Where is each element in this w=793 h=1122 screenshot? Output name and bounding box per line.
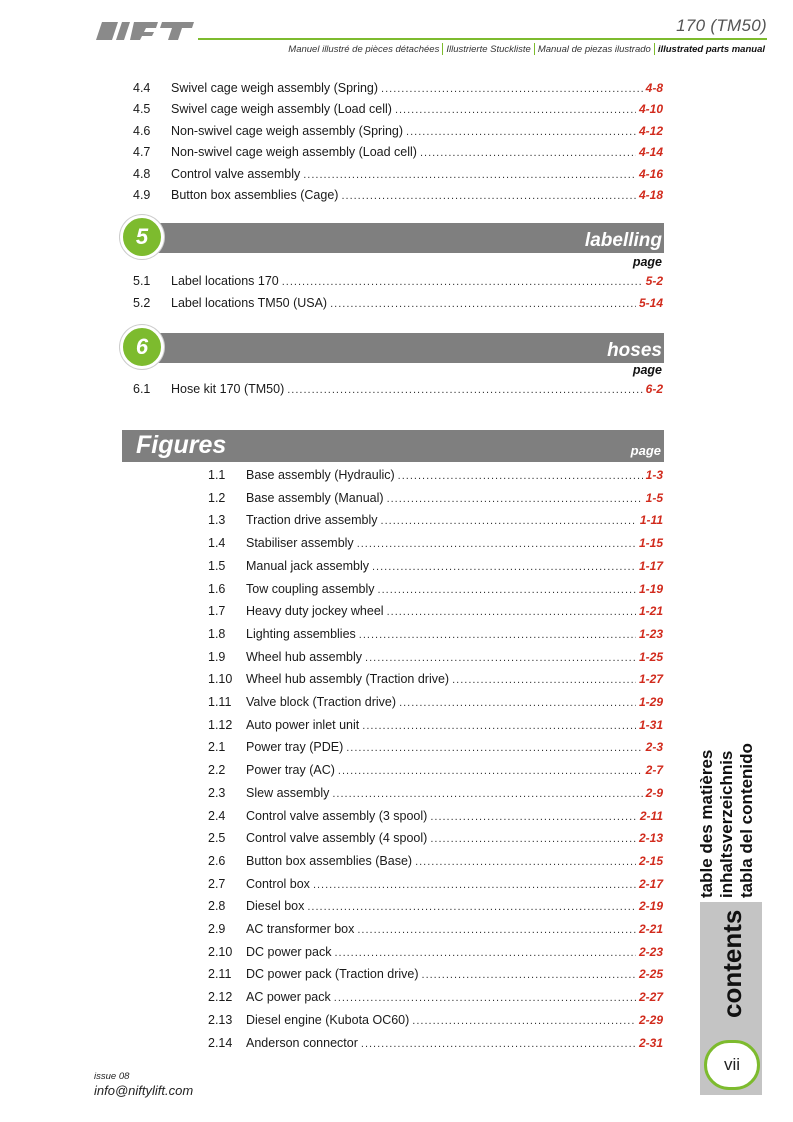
entry-label: Wheel hub assembly [246, 649, 363, 664]
issue-label: issue 08 [94, 1071, 130, 1082]
toc-entry[interactable] [208, 559, 663, 577]
entry-label: Swivel cage weigh assembly (Spring) [171, 81, 379, 95]
entry-label: DC power pack [246, 944, 332, 959]
entry-number: 2.1 [208, 740, 226, 755]
toc-entry[interactable] [208, 877, 663, 895]
entry-page: 1-11 [639, 513, 663, 528]
entry-page: 2-11 [639, 808, 663, 823]
entry-number: 1.1 [208, 468, 226, 482]
entry-number: 4.5 [133, 102, 151, 117]
leader-dots [334, 947, 636, 959]
leader-dots [381, 83, 643, 95]
entry-page: 2-15 [638, 853, 663, 868]
leader-dots [430, 811, 637, 823]
toc-entry[interactable] [208, 899, 663, 917]
entry-page: 4-12 [638, 123, 663, 138]
toc-entry[interactable] [208, 650, 663, 668]
figures-bar [122, 430, 664, 462]
toc-entry[interactable] [208, 1013, 663, 1031]
leader-dots [420, 147, 636, 159]
entry-label: Non-swivel cage weigh assembly (Load cell) [171, 145, 417, 160]
entry-number: 1.6 [208, 581, 226, 596]
entry-number: 5.1 [133, 274, 151, 288]
entry-page: 2-21 [638, 922, 663, 936]
entry-label: Auto power inlet unit [246, 717, 360, 732]
entry-page: 5-2 [645, 274, 663, 288]
contact-email[interactable]: info@niftylift.com [94, 1083, 194, 1098]
entry-number: 2.2 [208, 763, 226, 778]
leader-dots [282, 276, 643, 288]
entry-label: Base assembly (Hydraulic) [246, 468, 395, 482]
toc-entry[interactable] [208, 491, 663, 509]
toc-entry[interactable] [208, 854, 663, 872]
leader-dots [307, 901, 636, 913]
entry-page: 4-16 [638, 166, 663, 181]
entry-number: 4.4 [133, 81, 151, 95]
leader-dots [303, 169, 636, 181]
leader-dots [332, 788, 642, 800]
entry-label: Lighting assemblies [246, 626, 356, 641]
entry-label: Button box assemblies (Base) [246, 853, 413, 868]
section-title: hoses [607, 340, 662, 361]
entry-page: 4-18 [638, 188, 663, 202]
leader-dots [387, 493, 643, 505]
leader-dots [372, 561, 636, 573]
toc-entry[interactable] [208, 1036, 663, 1054]
entry-label: Swivel cage weigh assembly (Load cell) [171, 102, 392, 117]
leader-dots [395, 104, 636, 116]
toc-entry[interactable] [133, 124, 663, 142]
leader-dots [346, 742, 642, 754]
entry-page: 1-17 [638, 558, 663, 573]
entry-label: Slew assembly [246, 785, 330, 800]
entry-label: Control valve assembly [171, 166, 301, 181]
side-title-fr: table des matières [697, 749, 716, 898]
section-6-bar [148, 333, 664, 363]
entry-number: 5.2 [133, 296, 151, 310]
page-number: vii [723, 1055, 741, 1074]
toc-entry[interactable] [133, 274, 663, 292]
entry-number: 4.6 [133, 123, 151, 138]
toc-entry[interactable] [208, 582, 663, 600]
section-number: 5 [135, 224, 149, 249]
section-title: labelling [584, 230, 662, 251]
side-title-es: tabla del contenido [737, 743, 756, 898]
entry-label: Label locations TM50 (USA) [171, 296, 328, 310]
toc-entry[interactable] [208, 831, 663, 849]
entry-page: 4-10 [638, 102, 663, 117]
entry-number: 2.9 [208, 922, 226, 936]
section-5-number-badge [120, 215, 164, 259]
entry-label: Traction drive assembly [246, 513, 378, 528]
entry-number: 4.9 [133, 188, 151, 202]
entry-label: Control valve assembly (4 spool) [246, 831, 428, 846]
entry-label: Power tray (AC) [246, 763, 335, 778]
entry-number: 2.5 [208, 831, 226, 846]
toc-entry[interactable] [208, 922, 663, 940]
leader-dots [357, 538, 636, 550]
entry-number: 2.10 [208, 944, 233, 959]
entry-page: 1-21 [638, 604, 663, 619]
figures-page-label: page [630, 443, 661, 458]
entry-label: Heavy duty jockey wheel [246, 604, 384, 619]
leader-dots [357, 924, 636, 936]
toc-entry[interactable] [133, 102, 663, 120]
entry-number: 2.12 [208, 990, 233, 1005]
toc-entry[interactable] [208, 945, 663, 963]
leader-dots [381, 515, 637, 527]
entry-label: Diesel box [246, 899, 305, 914]
toc-entry[interactable] [208, 468, 663, 486]
entry-number: 1.12 [208, 717, 233, 732]
entry-page: 2-13 [638, 831, 663, 846]
leader-dots [359, 629, 636, 641]
entry-page: 2-23 [638, 944, 663, 959]
leader-dots [452, 674, 636, 686]
toc-entry[interactable] [133, 296, 663, 314]
leader-dots [341, 190, 636, 202]
entry-number: 2.3 [208, 785, 226, 800]
entry-number: 1.9 [208, 649, 226, 664]
entry-page: 2-19 [638, 899, 663, 914]
toc-entry[interactable] [133, 81, 663, 99]
entry-label: Label locations 170 [171, 274, 279, 288]
entry-number: 2.4 [208, 808, 226, 823]
entry-number: 4.8 [133, 166, 151, 181]
entry-label: Valve block (Traction drive) [246, 695, 397, 709]
entry-label: DC power pack (Traction drive) [246, 967, 419, 982]
page-number-badge [704, 1040, 760, 1090]
entry-page: 5-14 [638, 296, 663, 310]
toc-entry[interactable] [208, 809, 663, 827]
section-number: 6 [135, 334, 149, 359]
leader-dots [415, 856, 636, 868]
side-title-de: inhaltsverzeichnis [717, 750, 736, 898]
entry-page: 2-7 [645, 763, 663, 778]
entry-page: 2-31 [638, 1035, 663, 1050]
subtitle-es: Manual de piezas ilustrado [537, 43, 651, 55]
entry-page: 2-9 [645, 785, 663, 800]
entry-number: 1.10 [208, 672, 233, 687]
side-tab-titles [694, 720, 774, 900]
leader-dots [330, 298, 636, 310]
entry-page: 1-25 [638, 649, 663, 664]
leader-dots [430, 833, 636, 845]
entry-label: Manual jack assembly [246, 558, 369, 573]
figures-title: Figures [136, 431, 227, 459]
entry-page: 2-25 [638, 967, 663, 982]
entry-page: 4-8 [645, 81, 663, 95]
model-title: 170 (TM50) [676, 16, 767, 35]
toc-entry[interactable] [208, 627, 663, 645]
entry-page: 1-19 [638, 581, 663, 596]
entry-page: 2-17 [638, 876, 663, 891]
leader-dots [338, 765, 643, 777]
entry-page: 1-15 [638, 536, 663, 551]
entry-number: 6.1 [133, 382, 151, 396]
leader-dots [412, 1015, 636, 1027]
leader-dots [365, 652, 636, 664]
entry-page: 1-31 [638, 717, 663, 732]
toc-entry[interactable] [133, 382, 663, 400]
entry-number: 2.8 [208, 899, 226, 914]
entry-label: Button box assemblies (Cage) [171, 188, 339, 202]
contents-text: contents [717, 909, 747, 1018]
entry-number: 2.13 [208, 1012, 233, 1027]
leader-dots [362, 720, 636, 732]
entry-label: Base assembly (Manual) [246, 490, 384, 505]
nifty-lift-logo [96, 20, 196, 42]
entry-label: Tow coupling assembly [246, 581, 375, 596]
section-5-page-label: page [632, 255, 662, 269]
toc-entry[interactable] [208, 740, 663, 758]
entry-page: 4-14 [638, 145, 663, 160]
entry-label: Anderson connector [246, 1035, 358, 1050]
leader-dots [399, 697, 636, 709]
toc-entry[interactable] [208, 695, 663, 713]
entry-number: 2.11 [208, 967, 232, 982]
toc-entry[interactable] [133, 167, 663, 185]
contents-label [703, 900, 759, 1020]
section-6-page-label: page [632, 363, 662, 377]
toc-entry[interactable] [208, 604, 663, 622]
entry-label: AC transformer box [246, 922, 355, 936]
entry-number: 1.8 [208, 626, 226, 641]
entry-page: 1-5 [645, 490, 663, 505]
entry-page: 2-27 [638, 990, 663, 1005]
leader-dots [334, 992, 636, 1004]
entry-page: 1-3 [645, 468, 663, 482]
toc-entry[interactable] [208, 718, 663, 736]
entry-label: Stabiliser assembly [246, 536, 354, 551]
entry-number: 2.14 [208, 1035, 233, 1050]
toc-entry[interactable] [208, 513, 663, 531]
subtitle-de: Illustrierte Stuckliste [446, 43, 531, 55]
section-6-number-badge [120, 325, 164, 369]
entry-page: 2-3 [645, 740, 663, 755]
section-5-bar [148, 223, 664, 253]
leader-dots [387, 606, 636, 618]
entry-number: 1.4 [208, 536, 226, 551]
entry-page: 2-29 [638, 1012, 663, 1027]
entry-label: Hose kit 170 (TM50) [171, 382, 285, 396]
leader-dots [378, 584, 636, 596]
leader-dots [422, 969, 636, 981]
subtitle-fr: Manuel illustré de pièces détachées [288, 43, 440, 55]
entry-label: Non-swivel cage weigh assembly (Spring) [171, 123, 404, 138]
entry-number: 1.7 [208, 604, 226, 619]
leader-dots [398, 470, 643, 482]
toc-entry[interactable] [208, 536, 663, 554]
entry-number: 4.7 [133, 145, 151, 160]
subtitle-en: illustrated parts manual [657, 43, 765, 55]
entry-number: 2.7 [208, 876, 226, 891]
toc-entry[interactable] [133, 145, 663, 163]
entry-page: 1-23 [638, 626, 663, 641]
entry-label: Wheel hub assembly (Traction drive) [246, 672, 450, 687]
entry-number: 1.5 [208, 558, 226, 573]
header-subtitle [286, 43, 767, 55]
entry-label: AC power pack [246, 990, 331, 1005]
entry-number: 1.11 [208, 695, 232, 709]
entry-label: Control valve assembly (3 spool) [246, 808, 428, 823]
toc-entry[interactable] [133, 188, 663, 206]
entry-label: Control box [246, 876, 310, 891]
toc-entry[interactable] [208, 786, 663, 804]
entry-label: Power tray (PDE) [246, 740, 344, 755]
entry-number: 1.3 [208, 513, 226, 528]
toc-entry[interactable] [208, 672, 663, 690]
toc-entry[interactable] [208, 763, 663, 781]
toc-entry[interactable] [208, 967, 663, 985]
entry-number: 1.2 [208, 490, 226, 505]
toc-entry[interactable] [208, 990, 663, 1008]
entry-page: 1-29 [638, 695, 663, 709]
header-rule [198, 38, 767, 40]
entry-page: 6-2 [645, 382, 663, 396]
leader-dots [287, 384, 642, 396]
leader-dots [361, 1038, 636, 1050]
entry-label: Diesel engine (Kubota OC60) [246, 1012, 410, 1027]
leader-dots [313, 879, 636, 891]
entry-page: 1-27 [638, 672, 663, 687]
entry-number: 2.6 [208, 853, 226, 868]
leader-dots [406, 126, 636, 138]
